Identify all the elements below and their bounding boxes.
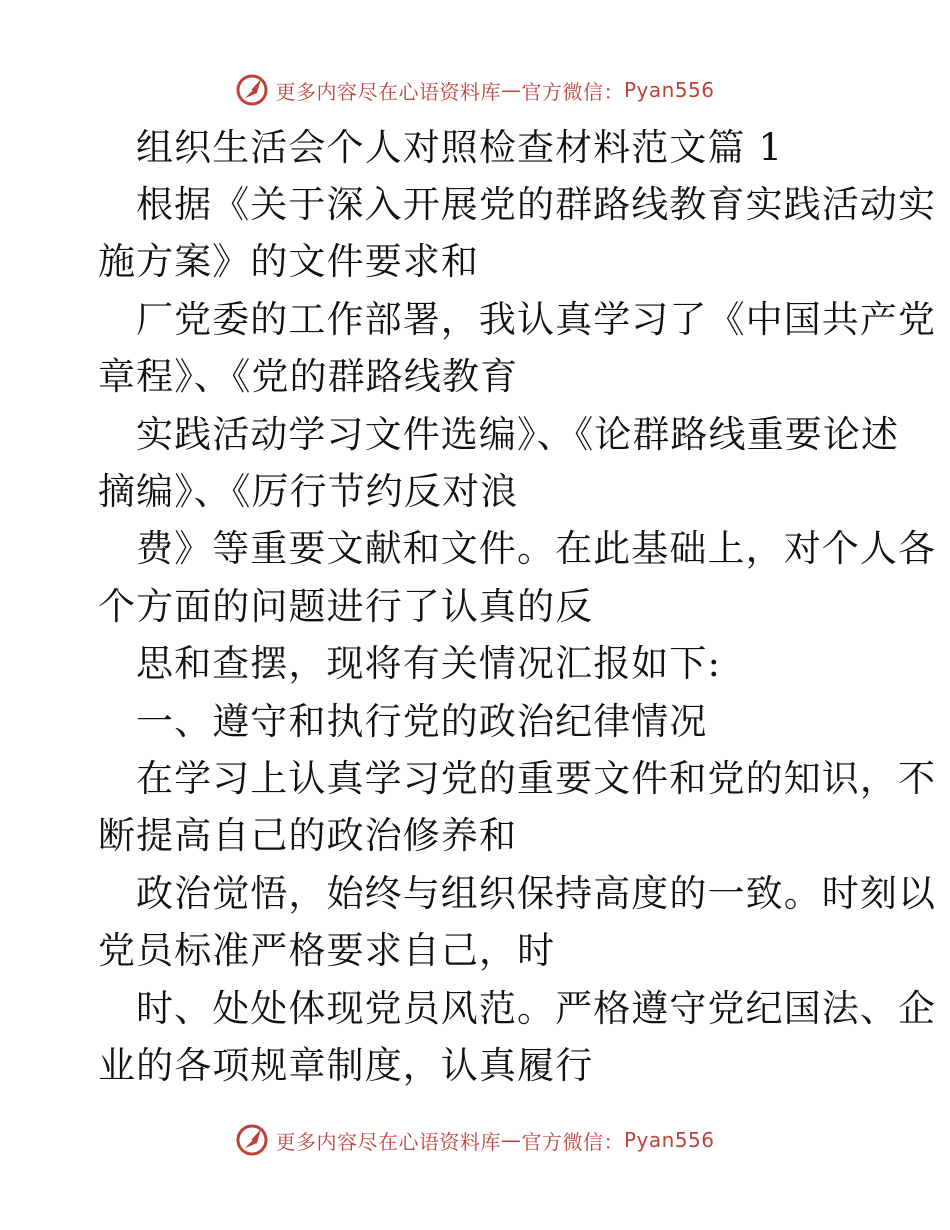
quill-logo-icon — [235, 73, 269, 107]
banner-wechat-id: Pyan556 — [623, 78, 715, 102]
doc-line: 章程》、《党的群路线教育 — [98, 355, 519, 398]
doc-line: 思和查摆，现将有关情况汇报如下: — [136, 642, 722, 685]
doc-line: 断提高自己的政治修养和 — [98, 814, 518, 857]
banner-brand: 更多内容尽在心语资料库 — [275, 1129, 501, 1154]
quill-logo-icon — [235, 1123, 269, 1157]
doc-line: 实践活动学习文件选编》、《论群路线重要论述 — [136, 413, 900, 456]
doc-line: 费》等重要文献和文件。在此基础上，对个人各 — [136, 527, 937, 570]
banner-wechat-label: 官方微信： — [521, 79, 624, 104]
doc-line: 时、处处体现党员风范。严格遵守党纪国法、企 — [136, 987, 937, 1030]
doc-line: 施方案》的文件要求和 — [98, 240, 479, 283]
doc-line: 个方面的问题进行了认真的反 — [98, 585, 594, 628]
doc-line: 根据《关于深入开展党的群路线教育实践活动实 — [136, 183, 937, 226]
banner-wechat-label: 官方微信： — [521, 1129, 624, 1154]
doc-line: 政治觉悟，始终与组织保持高度的一致。时刻以 — [136, 872, 937, 915]
header-banner — [0, 70, 950, 110]
section-heading: 一、遵守和执行党的政治纪律情况 — [136, 700, 708, 743]
banner-wechat-id: Pyan556 — [623, 1128, 715, 1152]
doc-title: 组织生活会个人对照检查材料范文篇 1 — [136, 126, 784, 169]
banner-separator: — — [500, 1128, 522, 1152]
doc-line: 厂党委的工作部署，我认真学习了《中国共产党 — [136, 298, 937, 341]
doc-line: 业的各项规章制度，认真履行 — [98, 1044, 594, 1087]
doc-line: 摘编》、《厉行节约反对浪 — [98, 470, 519, 513]
banner-separator: — — [500, 78, 522, 102]
footer-banner — [0, 1120, 950, 1160]
doc-line: 在学习上认真学习党的重要文件和党的知识，不 — [136, 757, 937, 800]
banner-brand: 更多内容尽在心语资料库 — [275, 79, 501, 104]
doc-line: 党员标准严格要求自己，时 — [98, 929, 556, 972]
